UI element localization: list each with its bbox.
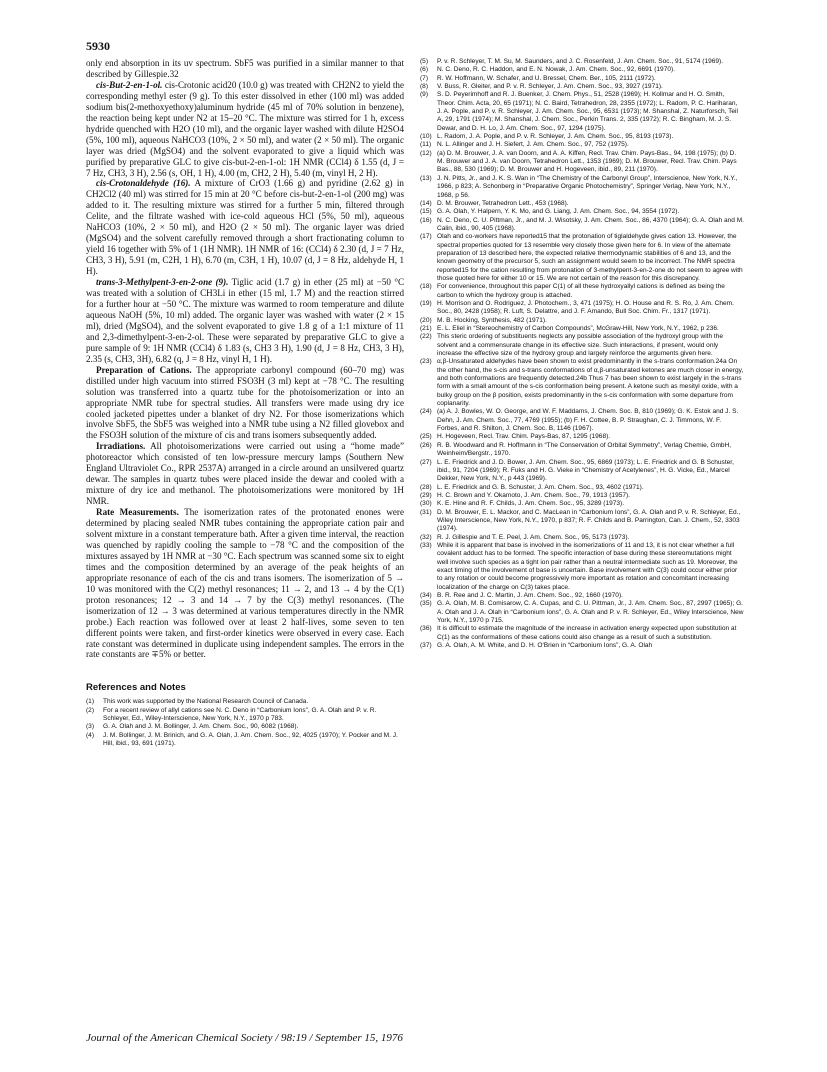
reference-text: E. L. Eliel in “Stereochemistry of Carbon Compounds”, McGraw-Hill, New York, N.Y., 1962, p 236. bbox=[437, 325, 719, 332]
reference-number: (32) bbox=[420, 533, 432, 541]
reference-item bbox=[420, 300, 744, 317]
reference-item bbox=[420, 83, 744, 91]
left-column bbox=[86, 58, 404, 748]
reference-text: J. N. Pitts, Jr., and J. K. S. Wan in “The Chemistry of the Carbonyl Group”, Interscience, New York, N.Y., 1966, p 823; A. Schonberg in “Preparative Organic Photochemistry”, Springer Verlag, New York, N.Y., 1968, p 56. bbox=[437, 174, 738, 199]
reference-number: (27) bbox=[420, 458, 432, 466]
reference-item bbox=[420, 442, 744, 459]
reference-text: G. A. Olah, Y. Halpern, Y. K. Mo, and G. Liang, J. Am. Chem. Soc., 94, 3554 (1972). bbox=[437, 208, 680, 216]
reference-number: (12) bbox=[420, 149, 432, 157]
body-paragraph bbox=[86, 507, 404, 660]
reference-number: (2) bbox=[86, 706, 95, 714]
reference-text: Olah and co-workers have reported15 that the protonation of tiglaldehyde gives cation 13. However, the spectral properties quoted for 13 resemble very closely those given here for 6. In view of the alternate preparation of 13 described here, the expected relative thermodynamic stabilities of 6 and 13, and the known geometry of the precursor 5, such an assignment would seem to be incorrect. The NMR spectra reported15 for the cation resulting from protonation of 3-methylpent-3-en-2-one do not seem to agree with those quoted here for either 10 or 15. We are not certain of the reason for this discrepancy. bbox=[437, 233, 743, 282]
reference-number: (3) bbox=[86, 723, 95, 731]
reference-number: (6) bbox=[420, 66, 429, 74]
reference-item bbox=[420, 283, 744, 300]
reference-text: V. Buss, R. Gleiter, and P. v. R. Schleyer, J. Am. Chem. Soc., 93, 3927 (1971). bbox=[437, 83, 663, 91]
reference-number: (35) bbox=[420, 600, 432, 608]
reference-item bbox=[86, 698, 404, 706]
reference-item bbox=[86, 723, 404, 731]
reference-text: N. C. Deno, R. C. Haddon, and E. N. Nowak, J. Am. Chem. Soc., 92, 6691 (1970). bbox=[437, 66, 675, 74]
page-number: 5930 bbox=[86, 39, 110, 53]
reference-text: (a) D. M. Brouwer, J. A. van Doorn, and A. A. Kiffen, Recl. Trav. Chim. Pays-Bas., 94, 198 (1975); (b) D. M. Brouwer and J. A. van Doorn, Tetrahedron Lett., 1353 (1969); D. M. Brouwer, Recl. Trav. Chim. Pays Bas., 88, 530 (1969); D. M. Brouwer and H. Hogeveen, ibid., 89, 211 (1970). bbox=[437, 149, 737, 174]
reference-number: (21) bbox=[420, 325, 432, 332]
right-column bbox=[420, 58, 744, 650]
reference-item bbox=[420, 175, 744, 200]
paragraph-title: cis-But-2-en-1-ol. bbox=[96, 79, 163, 90]
reference-text: H. Hogeveen, Recl. Trav. Chim. Pays-Bas, 87, 1295 (1968). bbox=[437, 433, 611, 441]
reference-text: While it is apparent that base is involved in the isomerizations of 11 and 13, it is not clear whether a full covalent adduct has to be formed. The specific interaction of base during these stereomutations might well involve such species as a tight ion pair rather than a neutral intermediate such as 19. Moreover, the exact timing of the involvement of base is uncertain. Base involvement with C(3) could occur either prior to any rotation or could become progressively more important as rotation and concomitant increasing localization of the charge on C(3) takes place. bbox=[437, 541, 738, 591]
reference-number: (31) bbox=[420, 508, 432, 516]
reference-item bbox=[420, 534, 744, 542]
reference-item bbox=[86, 732, 404, 749]
reference-item bbox=[420, 91, 744, 133]
reference-list-right bbox=[420, 58, 744, 650]
reference-item bbox=[420, 75, 744, 83]
paragraph-title: Rate Measurements. bbox=[96, 507, 179, 518]
reference-number: (13) bbox=[420, 174, 432, 182]
reference-text: H. C. Brown and Y. Okamoto, J. Am. Chem. Soc., 79, 1913 (1957). bbox=[437, 491, 630, 499]
reference-number: (16) bbox=[420, 216, 432, 224]
reference-item bbox=[420, 200, 744, 208]
reference-text: For a recent review of allyl cations see N. C. Deno in “Carbonium Ions”, G. A. Olah and P. v. R. Schleyer, Ed., Wiley-Interscience, New York, N.Y., 1970 p 783. bbox=[103, 706, 377, 723]
journal-footer: Journal of the American Chemical Society / 98:19 / September 15, 1976 bbox=[86, 1032, 403, 1044]
reference-number: (36) bbox=[420, 625, 432, 633]
reference-item bbox=[420, 509, 744, 534]
reference-text: G. A. Olah, M. B. Comisarow, C. A. Cupas, and C. U. Pittman, Jr., J. Am. Chem. Soc., 87, 2997 (1965); G. A. Olah and J. A. Olah in “Carbonium Ions”, G. A. Olah and P. v. R. Schleyer, Ed., Wiley Interscience, New York, N.Y., 1970 p 715. bbox=[437, 600, 744, 625]
reference-text: L. E. Friedrick and G. B. Schuster, J. Am. Chem. Soc., 93, 4602 (1971). bbox=[437, 483, 644, 491]
body-paragraph bbox=[86, 58, 404, 80]
reference-text: P. v. R. Schleyer, T. M. Su, M. Saunders, and J. C. Rosenfeld, J. Am. Chem. Soc., 91, 5174 (1969). bbox=[437, 58, 724, 65]
reference-item bbox=[420, 625, 744, 642]
reference-number: (19) bbox=[420, 299, 432, 307]
reference-number: (28) bbox=[420, 483, 432, 491]
reference-text: G. A. Olah, A. M. White, and D. H. O'Brien in “Carbonium Ions”, G. A. Olah bbox=[437, 642, 653, 650]
references-heading: References and Notes bbox=[86, 682, 186, 694]
paragraph-text: A mixture of CrO3 (1.66 g) and pyridine (2.62 g) in CH2Cl2 (40 ml) was stirred for 15 min at 20 °C before cis-but-2-en-1-ol (200 mg) was added to it. The resulting mixture was stirred for a further 5 min, filtered through Celite, and the filtrate washed with ice-cold aqueous HCl (5%, 50 ml), aqueous NaHCO3 (10%, 2 × 50 ml), and H2O (2 × 50 ml). The organic layer was dried (MgSO4) and the solvent carefully removed through a short fractionating column to yield 16 together with 5% of 1 (1H NMR). 1H NMR of 16: (CCl4) δ 2.30 (d, J = 7 Hz, CH3, 3 H), 5.91 (m, C2H, 1 H), 6.70 (m, C3H, 1 H), 10.07 (d, J = 8 Hz, aldehyde H, 1 H). bbox=[86, 178, 404, 277]
reference-item bbox=[420, 208, 744, 216]
body-paragraph bbox=[86, 365, 404, 442]
reference-item bbox=[420, 66, 744, 74]
paragraph-text: The appropriate carbonyl compound (60–70 mg) was distilled under high vacuum into stirred FSO3H (3 ml) kept at −78 °C. The resulting solution was transferred into a quartz tube for the photoisomerization or into an appropriate NMR tube for spectral studies. All transfers were made using dry ice cooled jacketed pipettes under a blanket of dry N2. For those isomerizations which involve SbF5, the SbF5 was weighed into a NMR tube using a N2 filled glovebox and the FSO3H solution of the mixture of cis and trans isomers subsequently added. bbox=[86, 364, 404, 441]
reference-number: (29) bbox=[420, 491, 432, 499]
reference-item bbox=[420, 600, 744, 625]
reference-text: This work was supported by the National Research Council of Canada. bbox=[103, 698, 309, 706]
reference-item bbox=[420, 150, 744, 175]
reference-number: (8) bbox=[420, 83, 429, 91]
reference-number: (23) bbox=[420, 358, 432, 366]
reference-item bbox=[420, 642, 744, 650]
reference-item bbox=[420, 217, 744, 234]
reference-item bbox=[420, 233, 744, 283]
reference-item bbox=[420, 133, 744, 141]
paragraph-text: cis-Crotonic acid20 (10.0 g) was treated with CH2N2 to yield the corresponding methyl ester (9 g). To this ester dissolved in ether (100 ml) was added sodium bis(2-methoxyethoxy)aluminum hydride (45 ml of 70% solution in benzene), the reaction being kept under N2 at 15–20 °C. The mixture was stirred for 1 h, excess hydride quenched with H2O (10 ml), and the organic layer washed with dilute H2SO4 (5%, 100 ml), aqueous NaHCO3 (10%, 2 × 50 ml), and water (2 × 50 ml). The organic layer was dried (MgSO4) and the solvent evaporated to give a liquid which was purified by preparative GLC to give cis-but-2-en-1-ol: 1H NMR (CCl4) δ 1.55 (d, J = 7 Hz, CH3, 3 H), 2.56 (s, OH, 1 H), 4.00 (m, CH2, 2 H), 5.40 (m, vinyl H, 2 H). bbox=[86, 79, 405, 178]
reference-item bbox=[420, 433, 744, 441]
reference-number: (22) bbox=[420, 333, 432, 341]
reference-text: M. B. Hocking, Synthesis, 482 (1971). bbox=[437, 316, 547, 324]
reference-number: (14) bbox=[420, 199, 432, 207]
reference-number: (9) bbox=[420, 91, 429, 99]
reference-number: (5) bbox=[420, 58, 429, 65]
body-paragraph bbox=[86, 277, 404, 365]
reference-text: (a) A. J. Bowles, W. O. George, and W. F. Maddams, J. Chem. Soc. B, 810 (1969); G. K. Estok and J. S. Dehn, J. Am. Chem. Soc., 77, 4769 (1955); (b) F. H. Cottee, B. P. Straughan, C. J. Timmons, W. F. Forbes, and R. Shilton, J. Chem. Soc. B, 1146 (1967). bbox=[437, 408, 739, 433]
reference-number: (4) bbox=[86, 731, 95, 739]
reference-text: L. E. Friedrick and J. D. Bower, J. Am. Chem. Soc., 95, 6869 (1973); L. E. Friedrick and G. B Schuster, ibid., 91, 7204 (1969); R. Fuks and H. G. Vieke in “Chemistry of Acetylenes”, H. G. Vicke, Ed., Marcel Dekker, New York, N.Y., p 443 (1969). bbox=[437, 458, 734, 483]
reference-text: R. J. Gillespie and T. E. Peel, J. Am. Chem. Soc., 95, 5173 (1973). bbox=[437, 533, 630, 541]
reference-text: H. Morrison and O. Rodriguez, J. Photochem., 3, 471 (1975); H. O. House and R. S. Ro, J. Am. Chem. Soc., 80, 2428 (1958); R. Luft, S. Delattre, and J. F. Amando, Bull Soc. Chim. Fr., 1317 (1971). bbox=[437, 299, 734, 316]
reference-text: α,β-Unsaturated aldehydes have been shown to exist predominantly in the s-trans conformation.24a On the other hand, the s-cis and s-trans conformations of α,β-unsaturated ketones are much closer in energy, and both conformations are frequently detected.24b Thus 7 has been shown to exist largely in the s-trans form with a small amount of the s-cis conformation being present. A ketone such as mesityl oxide, with a bulky group on the β position, exists predominantly in the s-cis conformation with some departure from coplanarity. bbox=[437, 358, 744, 408]
paragraph-text: only end absorption in its uv spectrum. SbF5 was purified in a similar manner to that described by Gillespie.32 bbox=[86, 58, 404, 79]
reference-item bbox=[420, 592, 744, 600]
reference-text: N. C. Deno, C. U. Pittman, Jr., and M. J. Wisotsky, J. Am. Chem. Soc., 86, 4370 (1964); G. A. Olah and M. Calin, ibid., 90, 405 (1968). bbox=[437, 216, 744, 232]
reference-number: (18) bbox=[420, 283, 432, 291]
reference-text: N. L. Allinger and J. H. Siefert, J. Am. Chem. Soc., 97, 752 (1975). bbox=[437, 141, 629, 149]
reference-text: D. M. Brouwer, Tetrahedron Lett., 453 (1968). bbox=[437, 199, 569, 207]
reference-number: (34) bbox=[420, 592, 432, 599]
body-paragraph bbox=[86, 80, 404, 179]
reference-text: S. D. Peyerimhoff and R. J. Buenker, J. Chem. Phys., 51, 2528 (1969); H. Kollmar and H. O. Smith, Theor. Chim. Acta, 20, 65 (1971); N. C. Baird, Tetrahedron, 28, 2355 (1972); L. Radom, P. C. Hariharan, J. A. Pople, and P. v. R. Schleyer, J. Am. Chem. Soc., 95, 6531 (1973); M. Shanshal, Z. Naturforsch, Teil A, 29, 1791 (1974); M. Shanshal, J. Chem. Soc., Perkin Trans. 2, 335 (1972); R. C. Bingham, M. J. S. Dewar, and D. H. Lo, J. Am. Chem. Soc., 97, 1294 (1975). bbox=[437, 91, 738, 132]
paragraph-text: The isomerization rates of the protonated enones were determined by placing sealed NMR tubes containing the appropriate cation pair and solvent mixture in a constant temperature bath. After a given time interval, the reaction was quenched by rapidly cooling the sample to −78 °C and the composition of the mixtures assayed by 1H NMR at −30 °C. Each spectrum was scanned some six to eight times and the composition determined by an average of the peak heights of an appropriate resonance of each of the cis and trans isomers. The isomerization of 5 → 10 was monitored with the C(2) methyl resonances; 11 → 2, and 13 → 4 by the C(1) proton resonances; 12 → 3 and 14 → 7 by the C(3) methyl resonances. (The isomerization of 12 → 3 was determined at various temperatures directly in the NMR probe.) Each reaction was followed over at least 2 half-lives, some seven to ten different points were taken, and first-order kinetics were observed in every case. Each rate constant was determined in duplicate using independent samples. The errors in the rate constants are ∓5% or better. bbox=[86, 507, 404, 660]
reference-number: (17) bbox=[420, 233, 432, 241]
reference-item bbox=[420, 333, 744, 358]
reference-item bbox=[420, 492, 744, 500]
reference-number: (37) bbox=[420, 642, 432, 650]
reference-text: R. B. Woodward and R. Hoffmann in “The Conservation of Orbital Symmetry”, Verlag Chemie, GmbH, Weinheim/Bergstr., 1970. bbox=[437, 441, 732, 458]
reference-number: (11) bbox=[420, 141, 432, 149]
experimental-section bbox=[86, 58, 404, 660]
reference-item bbox=[420, 500, 744, 508]
paragraph-title: Irradiations. bbox=[96, 441, 146, 452]
reference-text: B. R. Ree and J. C. Martin, J. Am. Chem. Soc., 92, 1660 (1970). bbox=[437, 592, 623, 599]
paragraph-title: trans-3-Methylpent-3-en-2-one (9). bbox=[96, 277, 229, 288]
reference-item bbox=[420, 58, 744, 66]
body-paragraph bbox=[86, 441, 404, 507]
body-paragraph bbox=[86, 178, 404, 277]
reference-item bbox=[420, 325, 744, 333]
reference-number: (10) bbox=[420, 133, 432, 141]
reference-item bbox=[420, 459, 744, 484]
reference-text: K. E. Hine and R. F. Childs, J. Am. Chem. Soc., 95, 3289 (1973). bbox=[437, 500, 625, 508]
reference-text: It is difficult to estimate the magnitude of the increase in activation energy expected upon substitution at C(1) as the conformations of these cations could also change as a result of such a substitution. bbox=[437, 625, 737, 641]
reference-item bbox=[420, 484, 744, 492]
paragraph-text: All photoisomerizations were carried out using a “home made” photoreactor which consisted of ten low-pressure mercury lamps (Southern New England Ultraviolet Co., RPR 2537A) arranged in a circle around an unsilvered quartz dewar. The samples in quartz tubes were placed inside the dewar and cooled with a mixture of dry ice and methanol. The photoisomerizations were monitored by 1H NMR. bbox=[86, 441, 404, 507]
reference-number: (30) bbox=[420, 500, 432, 508]
reference-number: (1) bbox=[86, 698, 95, 706]
reference-number: (24) bbox=[420, 408, 432, 416]
reference-number: (26) bbox=[420, 441, 432, 449]
reference-item bbox=[86, 707, 404, 724]
reference-item bbox=[420, 141, 744, 149]
reference-text: This steric ordering of substituents neglects any possible association of the hydroxyl group with the solvent and a commensurate change in its effective size. Such interactions, if present, would only increase the effective size of the hydroxy group and largely reinforce the arguments given here. bbox=[437, 333, 724, 358]
reference-item bbox=[420, 408, 744, 433]
reference-text: G. A. Olah and J. M. Bollinger, J. Am. Chem. Soc., 90, 6082 (1968). bbox=[103, 723, 299, 731]
reference-list-left bbox=[86, 698, 404, 748]
reference-text: L. Radom, J. A. Pople, and P. v. R. Schleyer, J. Am. Chem. Soc., 95, 8193 (1973). bbox=[437, 133, 674, 141]
reference-item bbox=[420, 358, 744, 408]
reference-text: R. W. Hoffmann, W. Schafer, and U. Bressel, Chem. Ber., 105, 2111 (1972). bbox=[437, 74, 656, 82]
reference-number: (7) bbox=[420, 74, 429, 82]
reference-text: J. M. Bollinger, J. M. Brinich, and G. A. Olah, J. Am. Chem. Soc., 92, 4025 (1970); Y. Pocker and M. J. Hill, ibid., 93, 691 (1971). bbox=[103, 731, 398, 748]
paragraph-title: Preparation of Cations. bbox=[96, 364, 192, 375]
reference-number: (20) bbox=[420, 316, 432, 324]
reference-text: D. M. Brouwer, E. L. Mackor, and C. MacLean in “Carbonium Ions”, G. A. Olah and P. v. R. Schleyer, Ed., Wiley Interscience, New York, N.Y., 1970, p 837; R. F. Childs and B. Parrington, Can. J. Chem., 52, 3303 (1974). bbox=[437, 508, 741, 533]
paragraph-title: cis-Crotonaldehyde (16). bbox=[96, 178, 191, 189]
reference-number: (33) bbox=[420, 541, 432, 549]
reference-item bbox=[420, 542, 744, 592]
reference-item bbox=[420, 317, 744, 325]
reference-number: (25) bbox=[420, 433, 432, 441]
reference-number: (15) bbox=[420, 208, 432, 216]
paragraph-text: Tiglic acid (1.7 g) in ether (25 ml) at −50 °C was treated with a solution of CH3Li in ether (15 ml, 1.7 M) and the reaction stirred for a further hour at −50 °C. The mixture was warmed to room temperature and dilute aqueous NaOH (5%, 10 ml) added. The organic layer was washed with water (2 × 15 ml), dried (MgSO4), and the solvent evaporated to give 1.8 g of a 1:1 mixture of 11 and 2,3-dimethylpent-3-en-2-ol. These were separated by preparative GLC to give a pure sample of 9: 1H NMR (CCl4) δ 1.83 (s, CH3 3 H), 1.90 (d, J = 8 Hz, CH3, 3 H), 2.35 (s, CH3, 3H), 6.82 (q, J = 8 Hz, vinyl H, 1 H). bbox=[86, 277, 405, 364]
reference-text: For convenience, throughout this paper C(1) of all these hydroxyallyl cations is defined as being the carbon to which the hydroxy group is attached. bbox=[437, 283, 725, 299]
